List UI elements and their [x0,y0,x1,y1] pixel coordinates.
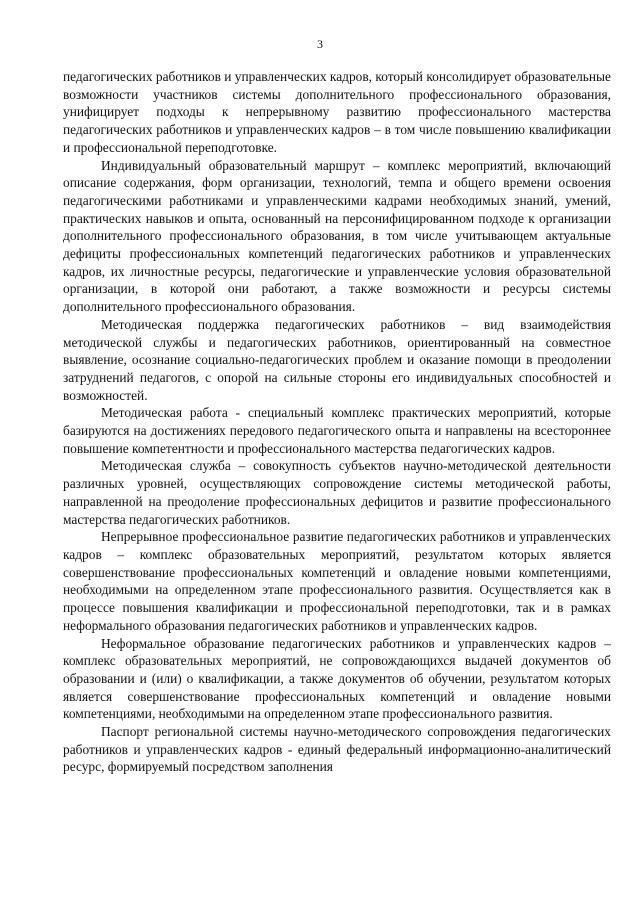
page-number: 3 [317,37,323,51]
paragraph-continuous-development: Непрерывное профессиональное развитие педагогических работников и управленческих кадров – комплекс образовательных мероприятий, результатом которых является совершенствование профессиональных компетенций и овладение новыми компетенциями, необходимыми на определенном этапе профессионального развития. Осуществляется как в процессе повышения квалификации и профессиональной переподготовки, так и в рамках неформального образования педагогических работников и управленческих кадров. [63,529,611,633]
paragraph-methodical-service: Методическая служба – совокупность субъектов научно-методической деятельности различных уровней, осуществляющих сопровождение системы методической работы, направленной на преодоление профессиональных дефицитов и развитие профессионального мастерства педагогических работников. [63,458,611,527]
paragraph-continuation: педагогических работников и управленческих кадров, который консолидирует образовательные возможности участников системы дополнительного профессионального образования, унифицирует подходы к непрерывному развитию профессионального мастерства педагогических работников и управленческих кадров – в том числе повышению квалификации и профессиональной переподготовке. [63,69,611,155]
paragraph-passport: Паспорт региональной системы научно-методического сопровождения педагогических работников и управленческих кадров - единый федеральный информационно-аналитический ресурс, формируемый посредством заполнения [63,724,611,775]
paragraph-individual-route: Индивидуальный образовательный маршрут – комплекс мероприятий, включающий описание содержания, форм организации, технологий, темпа и общего времени освоения педагогическими работниками и управленческими кадрами необходимых знаний, умений, практических навыков и опыта, основанный на персонифицированном подходе к организации дополнительного профессионального образования, в том числе учитывающем актуальные дефициты профессиональных компетенций педагогических работников и управленческих кадров, их личностные ресурсы, педагогические и управленческие условия образовательной организации, в которой они работают, а также возможности и ресурсы системы дополнительного профессионального образования. [63,157,611,315]
paragraph-informal-education: Неформальное образование педагогических работников и управленческих кадров – комплекс образовательных мероприятий, не сопровождающихся выдачей документов об образовании и (или) о квалификации, а также документов об обучении, результатом которых является совершенствование профессиональных компетенций и овладение новыми компетенциями, необходимыми на определенном этапе профессионального развития. [63,635,611,722]
document-body [63,68,611,776]
paragraph-methodical-support: Методическая поддержка педагогических работников – вид взаимодействия методической службы и педагогических работников, ориентированный на совместное выявление, осознание социально-педагогических проблем и оказание помощи в преодолении затруднений педагогов, с опорой на сильные стороны его индивидуальных способностей и возможностей. [63,316,611,403]
paragraph-methodical-work: Методическая работа - специальный комплекс практических мероприятий, которые базируются на достижениях передового педагогического опыта и направлены на всестороннее повышение компетентности и профессионального мастерства педагогических кадров. [63,405,611,456]
